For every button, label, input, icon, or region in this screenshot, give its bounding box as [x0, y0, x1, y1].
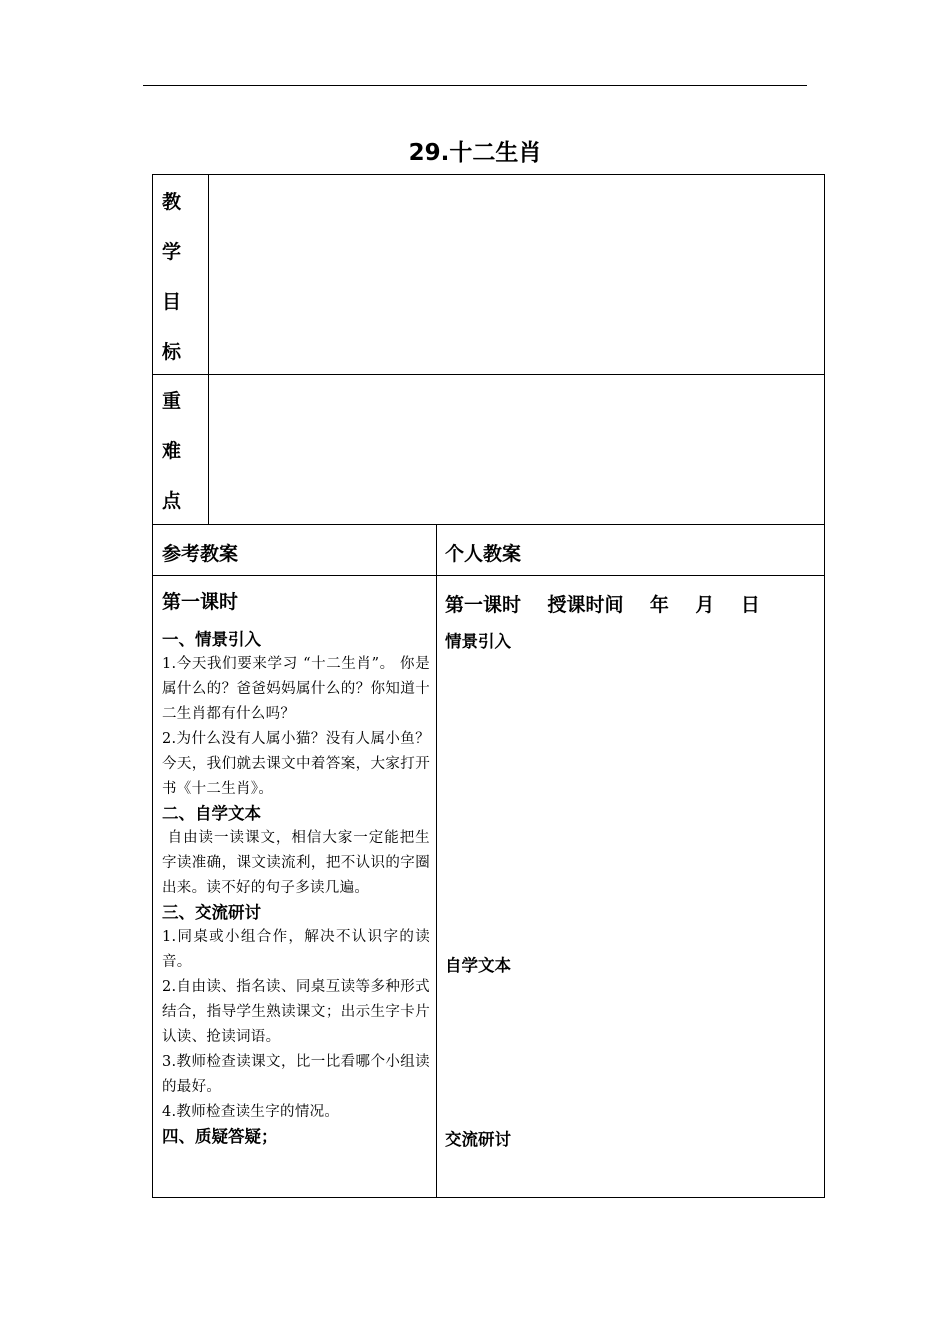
- personal-plan-header: 个人教案: [445, 543, 522, 565]
- paragraph: 1.同桌或小组合作，解决不认识字的读音。: [162, 929, 430, 970]
- header-rule: [143, 85, 807, 86]
- paragraph: 自由读一读课文，相信大家一定能把生字读准确，课文读流利，把不认识的字圈出来。读不好的句子多读几遍。: [162, 830, 430, 896]
- difficulty-label: [162, 376, 181, 526]
- difficulty-label-char: 重: [162, 390, 182, 412]
- section-heading: 一、情景引入: [162, 630, 261, 649]
- goals-label-char: 学: [162, 241, 182, 263]
- goals-label-char: 目: [162, 291, 182, 313]
- personal-section-heading: 情景引入: [445, 632, 511, 651]
- goals-label-char: 教: [162, 191, 182, 213]
- goals-label: [162, 177, 181, 377]
- section-heading: 四、质疑答疑；: [162, 1127, 278, 1146]
- goals-content-cell: [208, 174, 825, 375]
- paragraph: 4.教师检查读生字的情况。: [162, 1104, 340, 1120]
- personal-section-heading: 交流研讨: [445, 1130, 511, 1149]
- difficulty-label-char: 难: [162, 440, 182, 462]
- paragraph: 2.自由读、指名读、同桌互读等多种形式结合，指导学生熟读课文；出示生字卡片认读、抢读词语。: [162, 979, 430, 1045]
- paragraph: 3.教师检查读课文，比一比看哪个小组读的最好。: [162, 1054, 430, 1095]
- lesson-title: 第一课时: [162, 591, 239, 613]
- reference-plan-content: [162, 590, 430, 1149]
- goals-label-char: 标: [162, 341, 182, 363]
- page-title: 29.十二生肖: [408, 140, 542, 166]
- personal-lesson-title: 第一课时 授课时间 年 月 日: [445, 594, 760, 616]
- section-heading: 三、交流研讨: [162, 903, 261, 922]
- personal-section-heading: 自学文本: [445, 956, 511, 975]
- paragraph: 2.为什么没有人属小猫？没有人属小鱼？今天，我们就去课文中着答案，大家打开书《十二生肖》。: [162, 731, 430, 797]
- difficulty-content-cell: [208, 374, 825, 525]
- paragraph: 1.今天我们要来学习 “十二生肖”。 你是属什么的？爸爸妈妈属什么的？你知道十二生肖都有什么吗？: [162, 656, 430, 722]
- reference-plan-header: 参考教案: [162, 543, 239, 565]
- personal-body-cell: [436, 575, 825, 1198]
- difficulty-label-char: 点: [162, 490, 182, 512]
- section-heading: 二、自学文本: [162, 804, 261, 823]
